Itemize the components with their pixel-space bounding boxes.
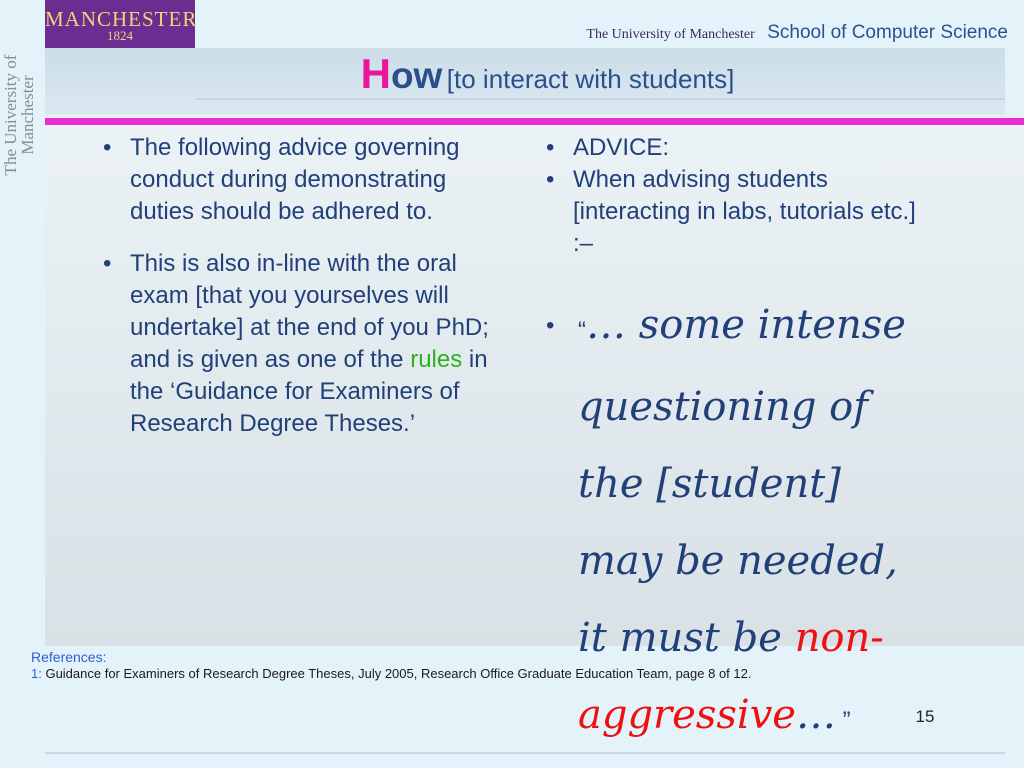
bullet-mark: • — [103, 250, 112, 277]
right-bullet-list — [534, 132, 934, 260]
bullet-text-tail: in the ‘Guidance for Examiners of Research Degree Theses.’ — [130, 346, 488, 437]
bullet-text: When advising students [interacting in labs, tutorials etc.] :– — [573, 166, 916, 257]
bullet-mark: • — [103, 134, 112, 161]
bullet-mark: • — [546, 312, 555, 339]
quote-ellipsis: … — [795, 692, 836, 738]
title-word-rest: ow — [390, 55, 443, 96]
quote-close-mark: ” — [835, 707, 851, 734]
page-number: 15 — [915, 707, 935, 726]
school-name: School of Computer Science — [767, 22, 1008, 43]
bullet-text: The following advice governing conduct during demonstrating duties should be adhered to. — [130, 134, 460, 225]
manchester-logo — [45, 0, 198, 48]
list-item — [534, 164, 934, 260]
rules-highlight: rules — [410, 346, 463, 373]
logo-year: 1824 — [107, 28, 133, 43]
list-item — [91, 132, 511, 228]
bullet-mark: • — [546, 166, 555, 193]
header-right — [586, 22, 1008, 44]
bullet-text: This is also in-line with the oral exam [that you yourselves will undertake] at the end of you PhD; and is given as one of the — [130, 250, 489, 373]
quote-highlight: non-aggressive — [578, 615, 884, 738]
reference-number: 1: — [31, 666, 42, 681]
title-underline — [195, 98, 1005, 100]
references-label: References: — [31, 649, 107, 665]
vertical-logo-text: The University of Manchester — [1, 54, 37, 176]
title-first-letter: H — [360, 50, 391, 97]
logo-wordmark: MANCHESTER — [45, 7, 198, 31]
reference-item — [31, 666, 751, 681]
university-name: The University of Manchester — [586, 27, 755, 42]
reference-text: Guidance for Examiners of Research Degree Theses, July 2005, Research Office Graduate Education Team, page 8 of 12. — [41, 666, 752, 681]
slide-title — [195, 50, 900, 98]
advice-heading: ADVICE: — [573, 134, 670, 161]
bullet-mark: • — [546, 134, 555, 161]
accent-divider — [45, 118, 1024, 125]
quote-open-mark: “ — [578, 317, 586, 344]
advice-quote — [534, 287, 934, 759]
quote-body — [534, 287, 934, 759]
left-bullet-list — [91, 132, 511, 460]
quote-text: … some intense questioning of the [student] may be needed, it must be — [578, 302, 906, 661]
list-item — [91, 248, 511, 440]
title-subtitle: [to interact with students] — [446, 64, 735, 94]
vertical-university-logo — [2, 50, 42, 180]
footer-divider — [45, 752, 1005, 754]
list-item — [534, 132, 934, 164]
